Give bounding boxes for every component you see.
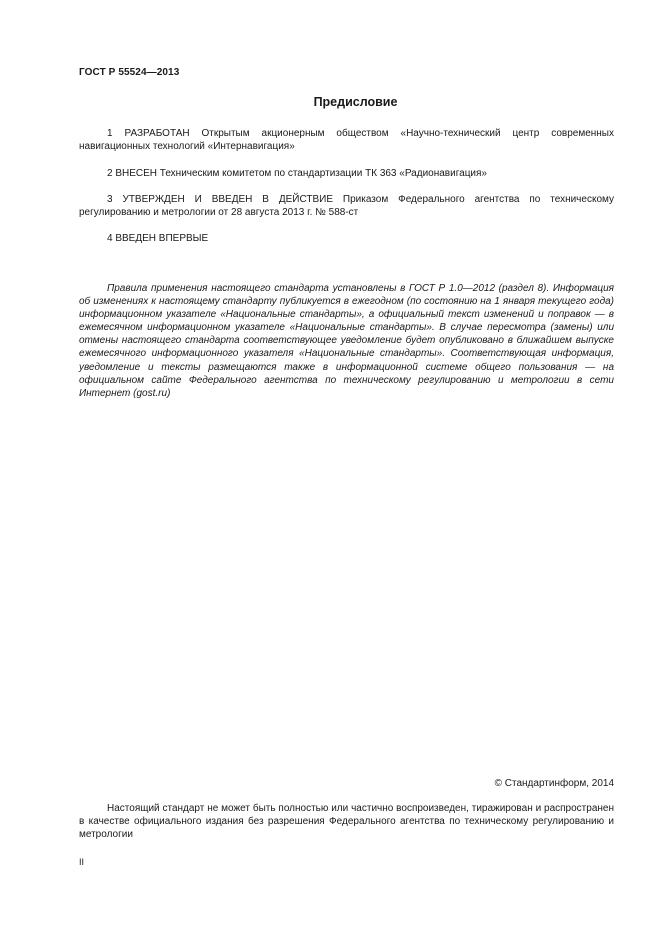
copyright-line: © Стандартинформ, 2014 [494,778,614,789]
preface-item-approved: 3 УТВЕРЖДЕН И ВВЕДЕН В ДЕЙСТВИЕ Приказом Федерального агентства по техническому регулированию и метрологии от 28 августа 2013 г. № 588-ст [79,194,614,219]
page-number: II [79,857,85,867]
reproduction-rights-notice: Настоящий стандарт не может быть полностью или частично воспроизведен, тиражирован и распространен в качестве официального издания без разрешения Федерального агентства по техническому регулированию и метрологии [79,803,614,841]
preface-item-introduced: 2 ВНЕСЕН Техническим комитетом по стандартизации ТК 363 «Радионавигация» [107,168,487,179]
preface-item-first-introduced: 4 ВВЕДЕН ВПЕРВЫЕ [107,233,209,244]
document-code: ГОСТ Р 55524—2013 [79,67,180,78]
application-rules-notice: Правила применения настоящего стандарта установлены в ГОСТ Р 1.0—2012 (раздел 8). Информация об изменениях к настоящему стандарту публикуется в ежегодном (по состоянию на 1 января текущего года) информационном указателе «Национальные стандарты», а официальный текст изменений и поправок — в ежемесячном информационном указателе «Национальные стандарты». В случае пересмотра (замены) или отмены настоящего стандарта соответствующее уведомление будет опубликовано в ближайшем выпуске ежемесячного информационного указателя «Национальные стандарты». Соответствующая информация, уведомление и тексты размещаются также в информационной системе общего пользования — на официальном сайте Федерального агентства по техническому регулированию и метрологии в сети Интернет (gost.ru) [79,283,614,399]
preface-item-developed: 1 РАЗРАБОТАН Открытым акционерным обществом «Научно-технический центр современных навигационных технологий «Интернавигация» [79,128,614,153]
preface-title: Предисловие [313,95,398,109]
